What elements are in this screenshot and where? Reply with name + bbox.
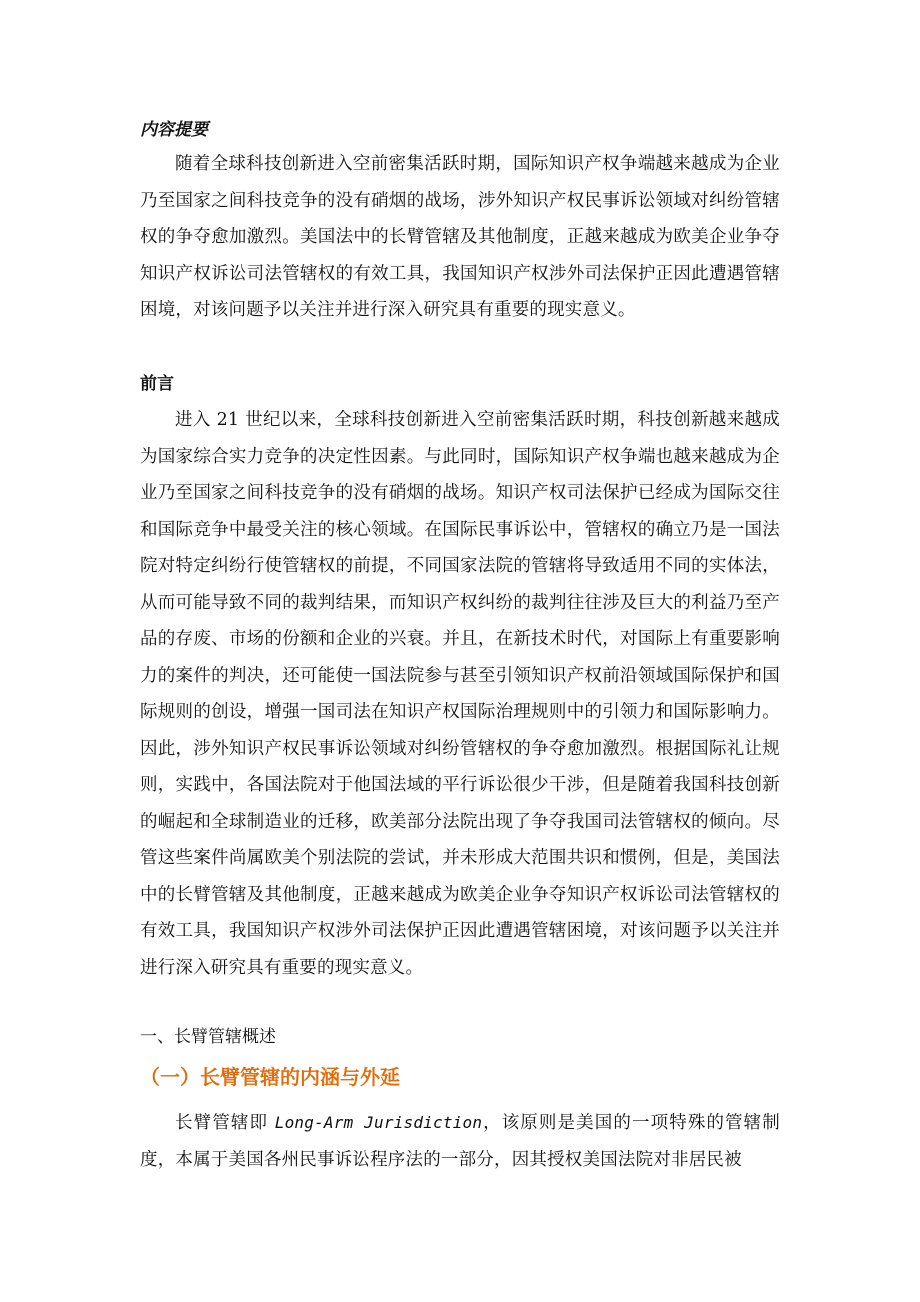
abstract-section xyxy=(140,117,780,143)
abstract-paragraph: 随着全球科技创新进入空前密集活跃时期，国际知识产权争端越来越成为企业乃至国家之间科技竞争的没有硝烟的战场，涉外知识产权民事诉讼领域对纠纷管辖权的争夺愈加激烈。美国法中的长臂管辖及其他制度，正越来越成为欧美企业争夺知识产权诉讼司法管辖权的有效工具，我国知识产权涉外司法保护正因此遭遇管辖困境，对该问题予以关注并进行深入研究具有重要的现实意义。 xyxy=(140,154,780,320)
subsection-one-title: （一）长臂管辖的内涵与外延 xyxy=(140,1065,400,1089)
subsection-one-body xyxy=(140,1105,780,1178)
section-one-title: 一、长臂管辖概述 xyxy=(140,1027,276,1047)
long-arm-term: Long-Arm Jurisdiction xyxy=(274,1113,483,1132)
preface-body xyxy=(140,402,780,986)
preface-heading: 前言 xyxy=(140,374,174,394)
subsection-one-paragraph xyxy=(140,1105,780,1178)
subsection-text-after: ，该原则是美国的一项特殊的管辖制度，本属于美国各州民事诉讼程序法的一部分，因其授权美国法院对非居民被 xyxy=(140,1113,780,1170)
abstract-body xyxy=(140,146,780,329)
preface-section xyxy=(140,371,780,397)
preface-paragraph: 进入 21 世纪以来，全球科技创新进入空前密集活跃时期，科技创新越来越成为国家综合实力竞争的决定性因素。与此同时，国际知识产权争端也越来越成为企业乃至国家之间科技竞争的没有硝烟的战场。知识产权司法保护已经成为国际交往和国际竞争中最受关注的核心领域。在国际民事诉讼中，管辖权的确立乃是一国法院对特定纠纷行使管辖权的前提，不同国家法院的管辖将导致适用不同的实体法，从而可能导致不同的裁判结果，而知识产权纠纷的裁判往往涉及巨大的利益乃至产品的存废、市场的份额和企业的兴衰。并且，在新技术时代，对国际上有重要影响力的案件的判决，还可能使一国法院参与甚至引领知识产权前沿领域国际保护和国际规则的创设，增强一国司法在知识产权国际治理规则中的引领力和国际影响力。因此，涉外知识产权民事诉讼领域对纠纷管辖权的争夺愈加激烈。根据国际礼让规则，实践中，各国法院对于他国法域的平行诉讼很少干涉，但是随着我国科技创新的崛起和全球制造业的迁移，欧美部分法院出现了争夺我国司法管辖权的倾向。尽管这些案件尚属欧美个别法院的尝试，并未形成大范围共识和惯例，但是，美国法中的长臂管辖及其他制度，正越来越成为欧美企业争夺知识产权诉讼司法管辖权的有效工具，我国知识产权涉外司法保护正因此遭遇管辖困境，对该问题予以关注并进行深入研究具有重要的现实意义。 xyxy=(140,410,780,978)
subsection-one xyxy=(140,1062,780,1092)
abstract-heading: 内容提要 xyxy=(140,120,208,140)
subsection-text-before: 长臂管辖即 xyxy=(175,1113,275,1133)
section-one xyxy=(140,1024,780,1050)
